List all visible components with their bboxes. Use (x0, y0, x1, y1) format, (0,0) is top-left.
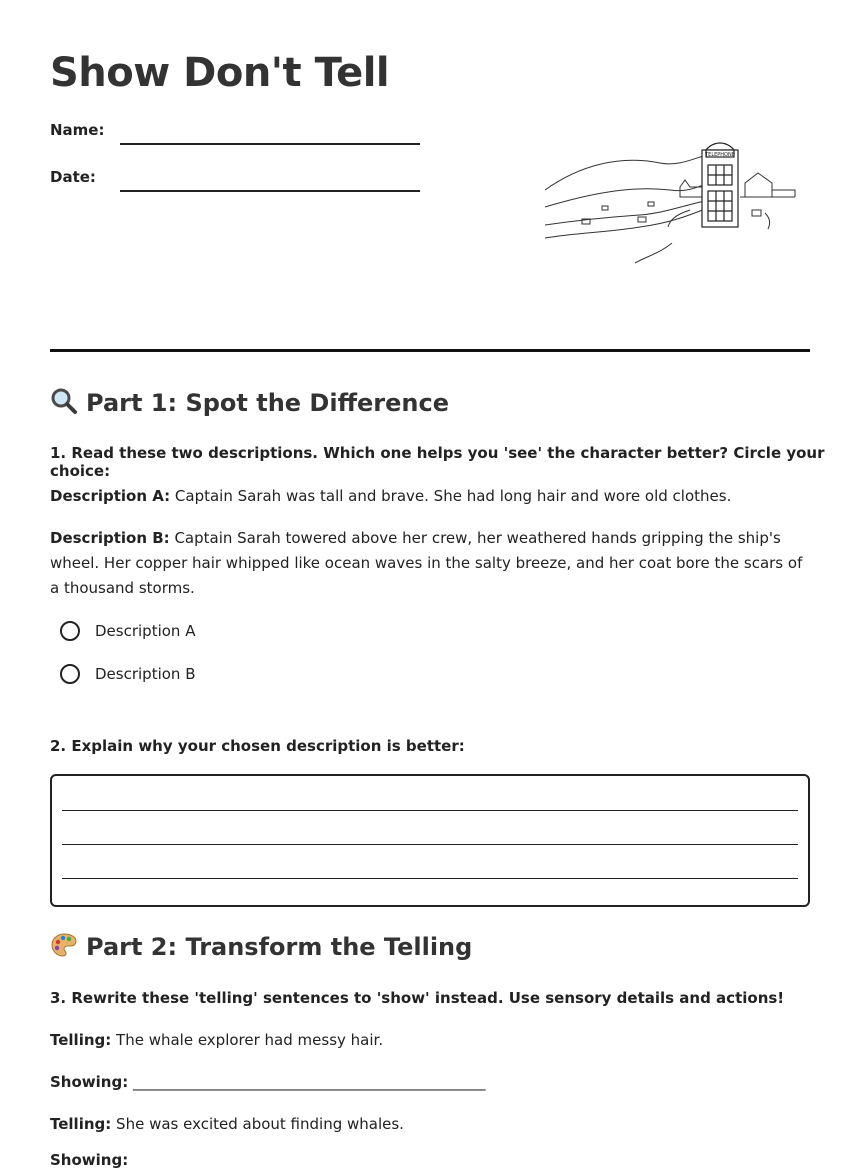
description-b-text: Captain Sarah towered above her crew, her weathered hands gripping the ship's wheel. Her copper hair whipped like ocean waves in the salty breeze, and her coat bore the scars of a thousand storms. (50, 529, 803, 597)
description-a-label: Description A: (50, 487, 171, 505)
part2-heading-text: Part 2: Transform the Telling (86, 933, 473, 961)
option-description-a[interactable] (60, 621, 195, 641)
telling-text: The whale explorer had messy hair. (116, 1031, 384, 1049)
showing-answer-1[interactable] (50, 1070, 485, 1095)
date-label: Date: (50, 168, 96, 186)
date-field[interactable] (120, 190, 420, 192)
header-divider (50, 349, 810, 352)
radio-button[interactable] (60, 621, 80, 641)
answer-line (62, 810, 798, 811)
explanation-answer-box[interactable] (50, 774, 810, 907)
palette-icon (50, 931, 78, 961)
part1-heading (50, 387, 449, 417)
question-2: 2. Explain why your chosen description is better: (50, 737, 465, 755)
option-description-b[interactable] (60, 664, 196, 684)
radio-button[interactable] (60, 664, 80, 684)
option-label: Description A (95, 622, 196, 640)
answer-line (62, 844, 798, 845)
description-b (50, 526, 815, 601)
booth-sign-text: TELEPHONE (705, 152, 735, 158)
option-label: Description B (95, 665, 196, 683)
telling-label: Telling: (50, 1115, 112, 1133)
name-field[interactable] (120, 143, 420, 145)
description-a (50, 484, 810, 509)
showing-label: Showing: (50, 1151, 129, 1169)
telling-sentence-1 (50, 1028, 383, 1053)
countryside-phone-box-illustration (540, 135, 805, 265)
showing-blank[interactable]: _______________________________________________ (132, 1073, 486, 1091)
magnifying-glass-icon (50, 387, 78, 417)
worksheet-title: Show Don't Tell (50, 50, 390, 96)
description-b-label: Description B: (50, 529, 170, 547)
part2-heading (50, 931, 472, 961)
description-a-text: Captain Sarah was tall and brave. She had long hair and wore old clothes. (174, 487, 732, 505)
showing-label: Showing: (50, 1073, 129, 1091)
name-label: Name: (50, 121, 105, 139)
telling-label: Telling: (50, 1031, 112, 1049)
telling-sentence-2 (50, 1112, 404, 1137)
part1-heading-text: Part 1: Spot the Difference (86, 389, 449, 417)
question-1: 1. Read these two descriptions. Which one helps you 'see' the character better? Circle your choice: (50, 444, 825, 480)
telling-text: She was excited about finding whales. (116, 1115, 404, 1133)
answer-line (62, 878, 798, 879)
question-3: 3. Rewrite these 'telling' sentences to 'show' instead. Use sensory details and actions! (50, 989, 785, 1007)
